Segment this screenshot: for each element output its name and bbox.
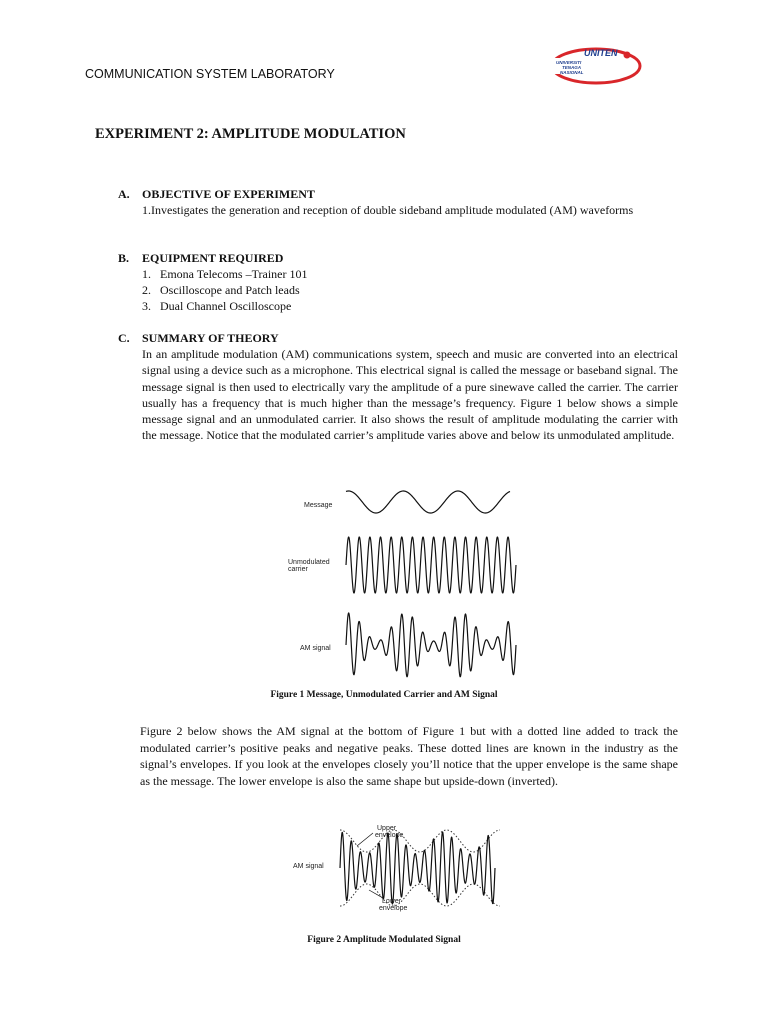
section-theory <box>118 330 678 443</box>
label-message: Message <box>304 502 333 509</box>
message-waveform <box>346 491 510 513</box>
list-item: 2. Oscilloscope and Patch leads <box>142 283 300 297</box>
list-item: 1. Emona Telecoms –Trainer 101 <box>142 267 308 281</box>
svg-text:TENAGA: TENAGA <box>562 65 581 70</box>
section-equipment <box>118 250 678 314</box>
uniten-logo <box>548 44 648 88</box>
label-upper-envelope: Upper <box>377 825 397 832</box>
section-objective <box>118 186 678 218</box>
am-waveform <box>346 613 516 677</box>
label-lower-envelope: Lower <box>382 898 402 905</box>
figure-2-caption: Figure 2 Amplitude Modulated Signal <box>307 935 461 945</box>
figure-1 <box>280 480 530 685</box>
lower-envelope <box>340 884 500 906</box>
section-heading: A. OBJECTIVE OF EXPERIMENT <box>118 187 315 201</box>
label-carrier: Unmodulated <box>288 559 330 566</box>
label-am-signal: AM signal <box>300 645 331 652</box>
figure-2 <box>285 818 535 918</box>
lab-title: COMMUNICATION SYSTEM LABORATORY <box>85 67 335 81</box>
label-upper-envelope-2: envelope <box>375 832 404 839</box>
label-carrier-2: carrier <box>288 566 308 573</box>
svg-text:UNIVERSITI: UNIVERSITI <box>556 60 582 65</box>
figure-1-caption: Figure 1 Message, Unmodulated Carrier and AM Signal <box>270 690 498 700</box>
am-waveform <box>340 832 495 904</box>
section-heading: C. SUMMARY OF THEORY <box>118 331 279 345</box>
list-item: 3. Dual Channel Oscilloscope <box>142 299 292 313</box>
svg-text:NASIONAL: NASIONAL <box>560 70 584 75</box>
label-lower-envelope-2: envelope <box>379 905 408 912</box>
svg-text:UNITEN: UNITEN <box>584 48 618 58</box>
theory-paragraph: In an amplitude modulation (AM) communications system, speech and music are converted into an electrical signal using a device such as a microphone. This electrical signal is called the message or baseband signal. The message signal is then used to electrically vary the amplitude of a pure sinewave called the carrier. The carrier usually has a frequency that is much higher than the message’s frequency. Figure 1 below shows a simple message signal and an unmodulated carrier. It also shows the result of amplitude modulating the carrier with the message. Notice that the modulated carrier’s amplitude varies above and below its unmodulated amplitude. <box>142 347 678 443</box>
list-item: 1.Investigates the generation and reception of double sideband amplitude modulated (AM) waveforms <box>142 203 634 217</box>
carrier-waveform <box>346 537 516 593</box>
section-heading: B. EQUIPMENT REQUIRED <box>118 251 284 265</box>
upper-envelope <box>340 830 500 852</box>
experiment-title: EXPERIMENT 2: AMPLITUDE MODULATION <box>95 126 406 142</box>
label-am-signal: AM signal <box>293 863 324 870</box>
envelope-paragraph: Figure 2 below shows the AM signal at the bottom of Figure 1 but with a dotted line added to track the modulated carrier’s positive peaks and negative peaks. These dotted lines are known in the industry as the signal’s envelopes. If you look at the envelopes closely you’ll notice that the upper envelope is the same shape as the message. The lower envelope is also the same shape but upside-down (inverted). <box>140 724 678 788</box>
